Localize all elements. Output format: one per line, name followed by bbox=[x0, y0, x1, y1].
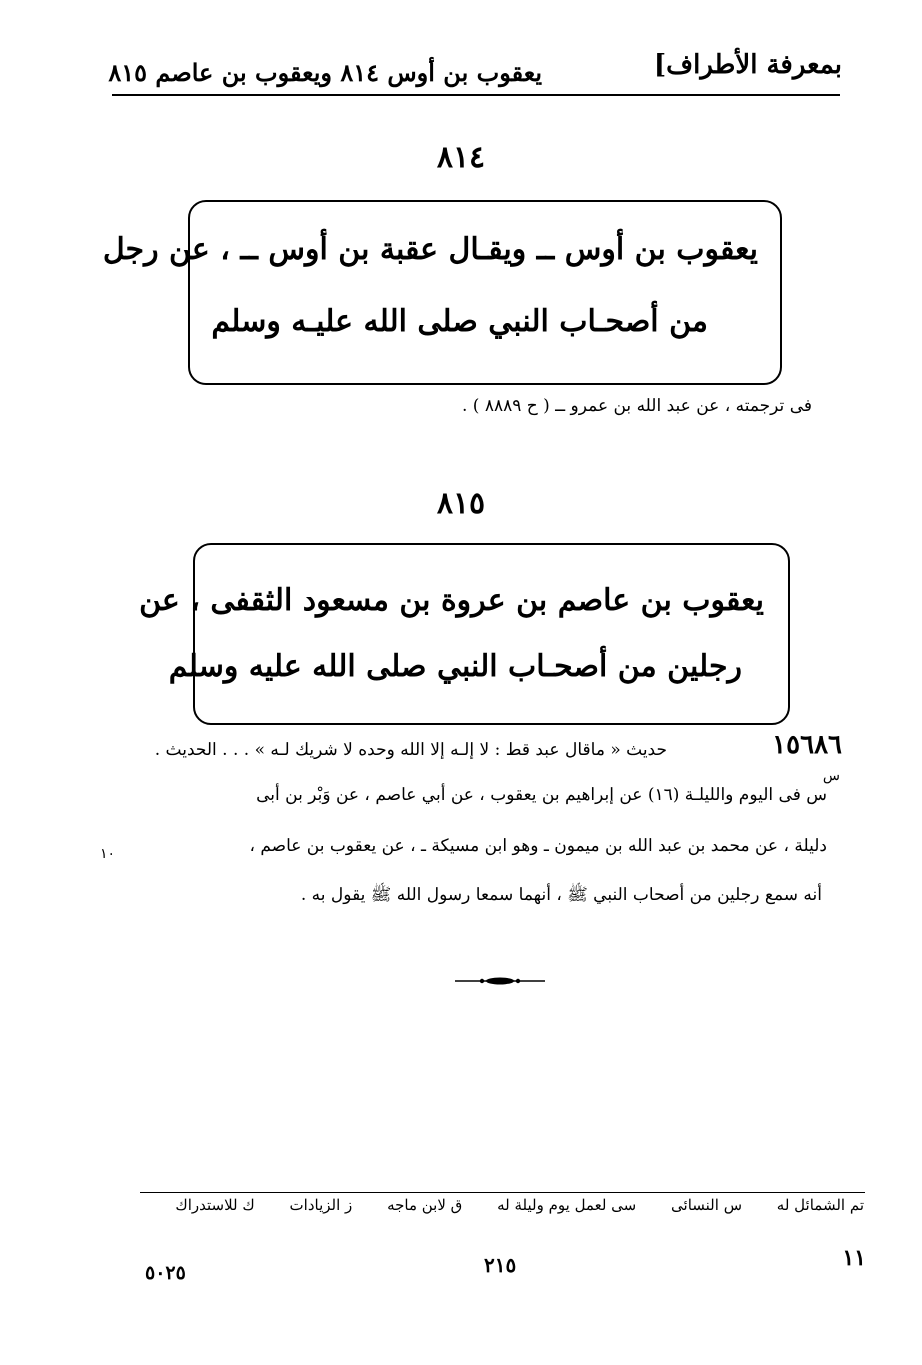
hadith-line: أنه سمع رجلين من أصحاب النبي ﷺ ، أنهما سمعا رسول الله ﷺ يقول به . bbox=[300, 885, 822, 905]
hadith-line: حديث « ماقال عبد قط : لا إلـه إلا الله وحده لا شريك لـه » . . . الحديث . bbox=[154, 740, 667, 760]
footer-key-item: ق لابن ماجه bbox=[387, 1196, 463, 1214]
entry-box-line: يعقوب بن عاصم بن عروة بن مسعود الثقفى ، عن bbox=[139, 583, 764, 618]
footer-rule bbox=[140, 1192, 865, 1193]
reference-code: ٥٠٢٥ bbox=[145, 1262, 186, 1284]
entry-box-line: يعقوب بن أوس ــ ويقـال عقبة بن أوس ــ ، عن رجل bbox=[102, 232, 758, 267]
hadith-number: ١٥٦٨٦ bbox=[772, 730, 842, 760]
entry-number-814: ٨١٤ bbox=[436, 140, 486, 175]
hadith-line: دليلة ، عن محمد بن عبد الله بن ميمون ـ وهو ابن مسيكة ـ ، عن يعقوب بن عاصم ، bbox=[249, 836, 827, 856]
footer-key-item: ز الزيادات bbox=[289, 1196, 353, 1214]
header-rule bbox=[112, 94, 840, 96]
footer-key-item: سى لعمل يوم وليلة له bbox=[497, 1196, 637, 1214]
side-mark: س bbox=[822, 768, 840, 784]
page-number: ٢١٥ bbox=[484, 1253, 517, 1277]
running-header-entries: يعقوب بن أوس ٨١٤ ويعقوب بن عاصم ٨١٥ bbox=[108, 58, 542, 87]
entry-number-815: ٨١٥ bbox=[436, 486, 486, 521]
footer-key-item: ك للاستدراك bbox=[175, 1196, 255, 1214]
footer-key-item: تم الشمائل له bbox=[776, 1196, 864, 1214]
ornament-divider bbox=[455, 975, 545, 987]
hadith-line: س فى اليوم والليلـة (١٦) عن إبراهيم بن يعقوب ، عن أبي عاصم ، عن وَبْر بن أبى bbox=[256, 785, 827, 805]
volume-number: ١١ bbox=[842, 1245, 866, 1271]
entry-box-line: رجلين من أصحـاب النبي صلى الله عليه وسلم bbox=[168, 649, 742, 684]
entry-note: فى ترجمته ، عن عبد الله بن عمرو ــ ( ح ٨٨٨٩ ) . bbox=[461, 396, 812, 416]
entry-box-815 bbox=[139, 543, 790, 725]
entry-box-814 bbox=[102, 200, 782, 385]
margin-line-number: ١٠ bbox=[100, 846, 116, 862]
running-header-title: بمعرفة الأطراف] bbox=[653, 50, 842, 80]
footer-key-item: س النسائى bbox=[671, 1196, 743, 1214]
footer-abbreviation-key bbox=[145, 1196, 864, 1214]
entry-box-line: من أصحـاب النبي صلى الله عليـه وسلم bbox=[211, 304, 708, 339]
